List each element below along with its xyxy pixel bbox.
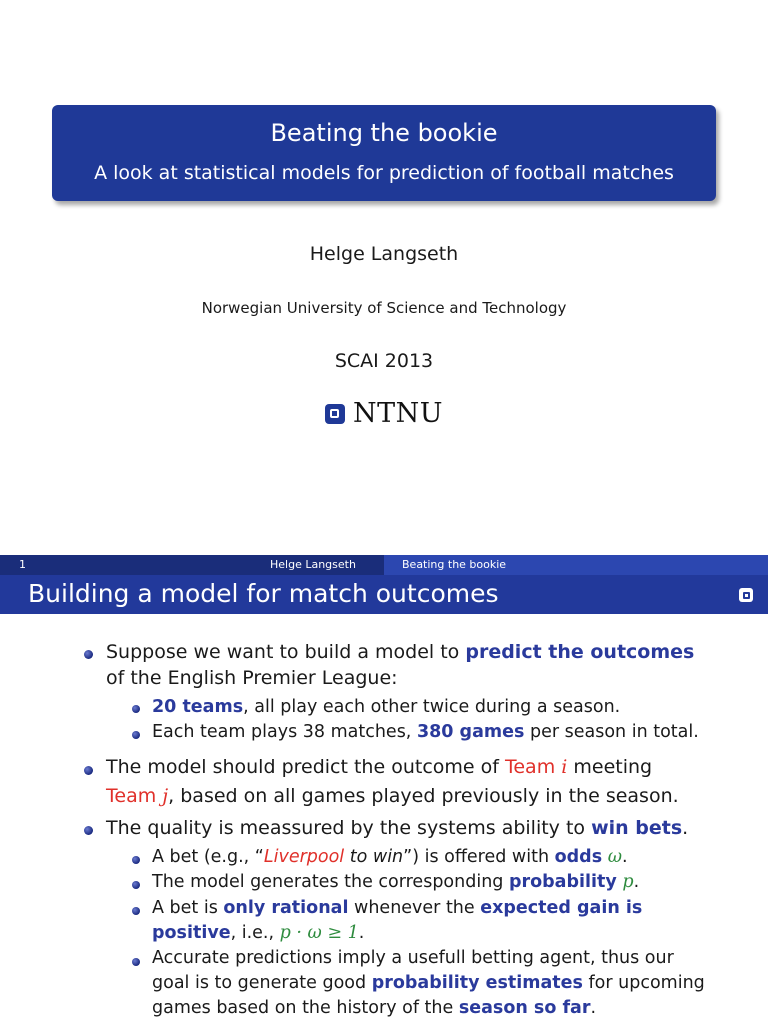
bullet-icon xyxy=(84,766,93,775)
bullet-1a: 20 teams, all play each other twice during a season. xyxy=(152,697,621,717)
sub-bullet-icon xyxy=(132,958,140,966)
bullet-3c-line-1: A bet is only rational whenever the expected gain is xyxy=(152,898,643,918)
slide-header-bar xyxy=(0,555,768,575)
page-number: 1 xyxy=(19,558,26,571)
sub-bullet-icon xyxy=(132,731,140,739)
ntnu-icon xyxy=(739,588,753,602)
bullet-3c-line-2: positive, i.e., p · ω ≥ 1. xyxy=(152,923,365,943)
bullet-3d-line-3: games based on the history of the season so far. xyxy=(152,998,597,1018)
presentation-subtitle: A look at statistical models for prediction of football matches xyxy=(94,162,674,184)
bullet-2-line-2: Team j, based on all games played previously in the season. xyxy=(106,785,679,807)
title-box xyxy=(52,105,716,201)
bullet-1-line-1: Suppose we want to build a model to predict the outcomes xyxy=(106,641,695,663)
author: Helge Langseth xyxy=(309,243,459,265)
header-title-segment xyxy=(384,555,768,575)
frame-title: Building a model for match outcomes xyxy=(28,579,499,608)
bullet-icon xyxy=(84,650,93,659)
sub-bullet-icon xyxy=(132,907,140,915)
ntnu-logo xyxy=(0,398,768,429)
bullet-3b: The model generates the corresponding probability p. xyxy=(152,872,640,892)
header-author: Helge Langseth xyxy=(270,558,356,571)
header-title: Beating the bookie xyxy=(402,558,507,571)
bullet-1-line-2: of the English Premier League: xyxy=(106,667,398,689)
sub-bullet-icon xyxy=(132,856,140,864)
bullet-3d-line-1: Accurate predictions imply a usefull betting agent, thus our xyxy=(152,948,674,968)
sub-bullet-icon xyxy=(132,705,140,713)
bullet-2-line-1: The model should predict the outcome of Team i meeting xyxy=(106,756,653,778)
ntnu-logo-icon xyxy=(325,404,345,424)
bullet-1b: Each team plays 38 matches, 380 games per season in total. xyxy=(152,722,699,742)
presentation-title: Beating the bookie xyxy=(270,119,498,147)
bullet-3: The quality is meassured by the systems ability to win bets. xyxy=(106,817,689,839)
institution: Norwegian University of Science and Technology xyxy=(201,299,567,317)
sub-bullet-icon xyxy=(132,881,140,889)
bullet-icon xyxy=(84,826,93,835)
frame-title-bar xyxy=(0,575,768,614)
bullet-3d-line-2: goal is to generate good probability estimates for upcoming xyxy=(152,973,705,993)
ntnu-logo-text: NTNU xyxy=(352,398,443,429)
bullet-3a: A bet (e.g., “Liverpool to win”) is offered with odds ω. xyxy=(152,847,628,867)
conference: SCAI 2013 xyxy=(334,350,434,372)
